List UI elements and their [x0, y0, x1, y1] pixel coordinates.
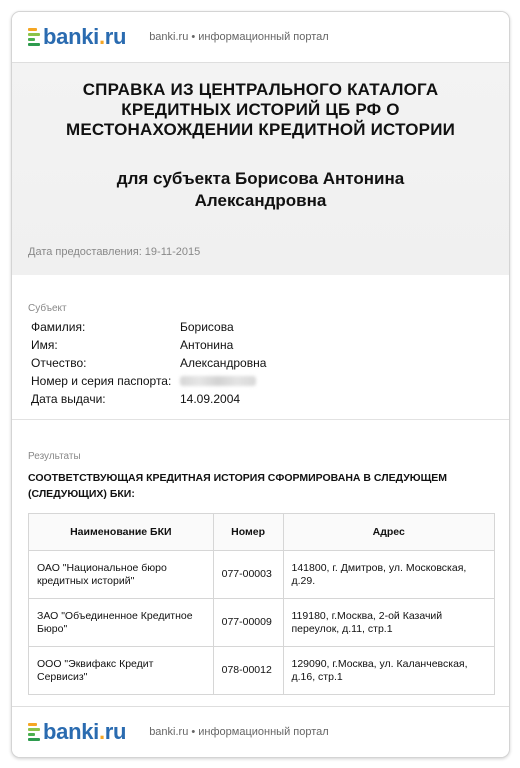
bki-number: 077-00003	[213, 551, 283, 599]
subject-row-patronymic: Отчество: Александровна	[31, 356, 267, 370]
bki-name: ООО "Эквифакс Кредит Сервисиз"	[29, 647, 214, 695]
footer-tagline: banki.ru • информационный портал	[149, 726, 329, 738]
bki-table-header	[29, 514, 495, 551]
report-card	[11, 11, 510, 758]
logo-text: banki.ru	[43, 719, 127, 744]
footer-bar	[12, 706, 509, 757]
subject-title: для субъекта Борисова Антонина Александровна	[116, 169, 405, 210]
table-row	[29, 647, 495, 695]
banki-logo-icon	[28, 27, 40, 47]
bki-address: 129090, г.Москва, ул. Каланчевская, д.16, стр.1	[283, 647, 495, 695]
section-divider	[12, 419, 509, 420]
header-bar	[12, 12, 509, 63]
subject-row-surname: Фамилия: Борисова	[31, 320, 234, 334]
bki-name: ЗАО "Объединенное Кредитное Бюро"	[29, 599, 214, 647]
bki-name: ОАО "Национальное бюро кредитных историй"	[29, 551, 214, 599]
subject-details	[31, 318, 266, 408]
banki-logo-icon	[28, 722, 40, 742]
table-row	[29, 599, 495, 647]
passport-redacted-value	[180, 376, 256, 386]
subject-row-name: Имя: Антонина	[31, 338, 234, 352]
subject-row-passport: Номер и серия паспорта:	[31, 372, 266, 390]
column-header-name: Наименование БКИ	[29, 514, 214, 551]
bki-address: 141800, г. Дмитров, ул. Московская, д.29.	[283, 551, 495, 599]
subject-row-issue-date: Дата выдачи: 14.09.2004	[31, 392, 241, 406]
banki-logo-footer[interactable]	[28, 717, 126, 747]
bki-number: 077-00009	[213, 599, 283, 647]
header-tagline: banki.ru • информационный портал	[149, 31, 329, 43]
column-header-address: Адрес	[283, 514, 495, 551]
report-title: СПРАВКА ИЗ ЦЕНТРАЛЬНОГО КАТАЛОГА КРЕДИТНЫХ ИСТОРИЙ ЦБ РФ О МЕСТОНАХОЖДЕНИИ КРЕДИТНОЙ ИСТОРИИ	[65, 80, 456, 139]
issue-date-label: Дата предоставления:	[28, 246, 142, 258]
table-row	[29, 551, 495, 599]
results-heading: СООТВЕТСТВУЮЩАЯ КРЕДИТНАЯ ИСТОРИЯ СФОРМИРОВАНА В СЛЕДУЮЩЕМ (СЛЕДУЮЩИХ) БКИ:	[28, 472, 448, 500]
banki-logo[interactable]	[28, 22, 126, 52]
issue-date	[28, 246, 203, 258]
column-header-number: Номер	[213, 514, 283, 551]
bki-address: 119180, г.Москва, 2-ой Казачий переулок, д.11, стр.1	[283, 599, 495, 647]
issue-date-value: 19-11-2015	[144, 246, 201, 258]
report-heading-panel	[12, 63, 509, 275]
logo-text: banki.ru	[43, 24, 127, 49]
bki-table	[28, 513, 495, 695]
subject-section-label: Субъект	[28, 303, 67, 314]
results-section-label: Результаты	[28, 451, 81, 462]
bki-number: 078-00012	[213, 647, 283, 695]
